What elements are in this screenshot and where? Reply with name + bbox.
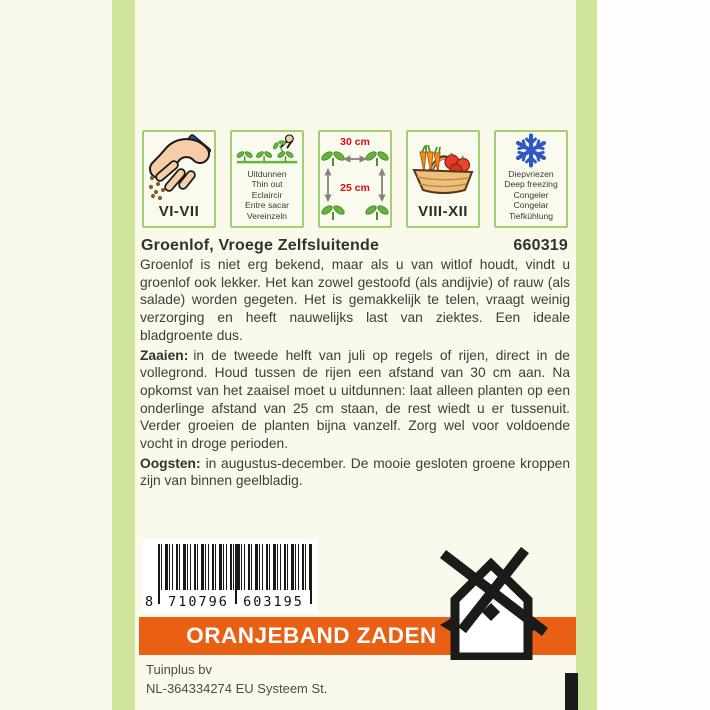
sowing-lead: Zaaien: bbox=[140, 347, 189, 363]
footer bbox=[146, 661, 327, 698]
sowing-paragraph: Zaaien: in de tweede helft van juli op regels of rijen, direct in de vollegrond. Houd tussen de rijen een afstand van 30 cm aan. Na opkomst van het zaaisel moet u uitdunnen: laat alleen planten op een onderlinge afstand van 25 cm staan, de rest wiedt u er tussenuit. Verder groeien de planten bijna vanzelf. Zorg wel voor voldoende vocht in droge perioden. bbox=[140, 347, 570, 452]
sowing-hand-icon bbox=[144, 134, 214, 202]
footer-company: Tuinplus bv bbox=[146, 662, 212, 677]
frame-strip-right bbox=[576, 0, 597, 710]
frame-strip-left bbox=[112, 0, 135, 710]
variety-title: Groenlof, Vroege Zelfsluitende bbox=[141, 237, 380, 254]
harvest-paragraph: Oogsten: in augustus-december. De mooie gesloten groene kroppen zijn van binnen geelbladig. bbox=[140, 455, 570, 489]
freezing-labels: Diepvriezen Deep freezing Congeler Congelar Tiefkühlung bbox=[504, 168, 558, 221]
thinning-labels: Uitdunnen Thin out Eclaircir Entre sacar Vereinzeln bbox=[245, 168, 289, 221]
article-number: 660319 bbox=[513, 237, 568, 254]
brand-name: ORANJEBAND ZADEN bbox=[186, 622, 437, 648]
row-distance-value: 30 cm bbox=[340, 136, 370, 148]
header-row bbox=[141, 237, 568, 255]
plant-distance-arrow-left bbox=[325, 169, 331, 201]
plant-distance-value: 25 cm bbox=[340, 182, 370, 194]
harvest-basket-icon bbox=[408, 140, 478, 202]
description bbox=[140, 256, 570, 492]
spacing-box bbox=[318, 130, 392, 228]
footer-registration: NL-364334274 EU Systeem St. bbox=[146, 680, 328, 696]
harvest-period-box bbox=[406, 130, 480, 228]
windmill-logo bbox=[436, 544, 549, 660]
barcode bbox=[143, 539, 317, 613]
thinning-icon bbox=[232, 132, 302, 169]
print-mark bbox=[565, 673, 578, 710]
plant-distance-arrow-right bbox=[379, 169, 385, 201]
thinning-box bbox=[230, 130, 304, 228]
barcode-digits: 8 710796 603195 bbox=[145, 594, 304, 610]
right-margin bbox=[597, 0, 710, 710]
intro-paragraph: Groenlof is niet erg bekend, maar als u van witlof houdt, vindt u groenlof ook lekker. Het kan zowel gestoofd (als andijvie) of rauw (als salade) worden gegeten. Het is gemakkelijk te telen, vraagt weinig verzorging en heeft nauwelijks last van ziektes. Een ideale bladgroente dus. bbox=[140, 257, 570, 343]
sowing-period-label: VI-VII bbox=[158, 203, 200, 220]
carrots bbox=[420, 145, 440, 173]
spacing-diagram bbox=[320, 132, 390, 226]
row-distance-arrow bbox=[344, 156, 366, 162]
snowflake-icon bbox=[509, 132, 553, 169]
freezing-box bbox=[494, 130, 568, 228]
harvest-lead: Oogsten: bbox=[140, 455, 201, 471]
harvest-period-label: VIII-XII bbox=[418, 203, 468, 220]
sowing-period-box bbox=[142, 130, 216, 228]
barcode-bars bbox=[158, 544, 312, 590]
